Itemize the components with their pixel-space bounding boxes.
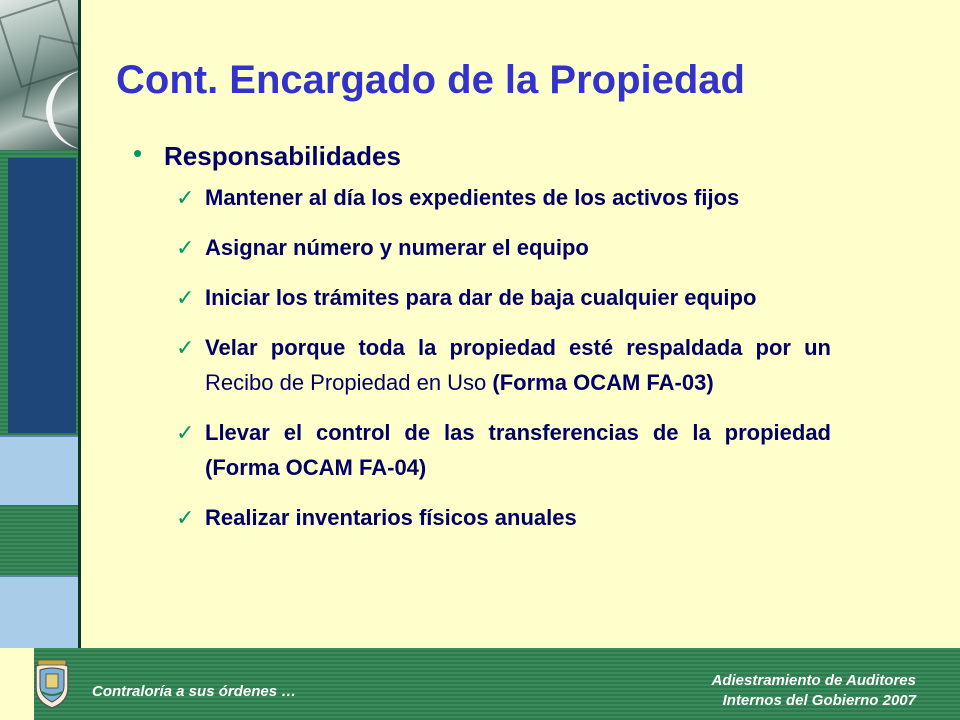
bullet-dot-icon: •: [133, 138, 143, 168]
left-decorative-strip: [0, 0, 80, 648]
navy-panel: [8, 158, 76, 433]
section-heading: Responsabilidades: [164, 141, 401, 171]
item-text: Velar porque toda la propiedad esté respaldada por un: [205, 335, 831, 360]
list-item: [176, 330, 831, 400]
list-item: [176, 230, 831, 265]
footer-course: [712, 671, 916, 711]
light-blue-panel: [0, 575, 80, 650]
check-mark-icon: ✓: [176, 505, 195, 530]
check-mark-icon: ✓: [176, 235, 195, 260]
item-text: Realizar inventarios físicos anuales: [205, 505, 577, 530]
list-item: [176, 180, 831, 215]
item-text: Mantener al día los expedientes de los activos fijos: [205, 185, 740, 210]
item-text-plain: Recibo de Propiedad en Uso: [205, 370, 493, 395]
list-item: [176, 415, 831, 485]
item-text-form: (Forma OCAM FA-03): [492, 370, 714, 395]
divider-line: [78, 0, 81, 648]
check-mark-icon: ✓: [176, 185, 195, 210]
list-item: [176, 500, 831, 535]
item-text: Asignar número y numerar el equipo: [205, 235, 589, 260]
light-blue-panel: [0, 435, 80, 507]
slide-title: Cont. Encargado de la Propiedad: [116, 58, 745, 102]
item-text: Iniciar los trámites para dar de baja cualquier equipo: [205, 285, 757, 310]
contraloria-seal-icon: [32, 658, 72, 710]
list-item: [176, 280, 831, 315]
item-text: Llevar el control de las transferencias de la propiedad (Forma OCAM FA-04): [205, 420, 831, 480]
footer-course-line2: Internos del Gobierno 2007: [722, 692, 916, 709]
footer-slogan: Contraloría a sus órdenes …: [92, 683, 297, 700]
footer-course-line1: Adiestramiento de Auditores: [711, 672, 916, 689]
check-mark-icon: ✓: [176, 420, 195, 445]
check-mark-icon: ✓: [176, 335, 195, 360]
money-photo: [0, 0, 80, 150]
check-mark-icon: ✓: [176, 285, 195, 310]
responsibilities-list: [176, 180, 831, 550]
green-band: [0, 505, 80, 575]
footer-corner: [0, 648, 34, 720]
